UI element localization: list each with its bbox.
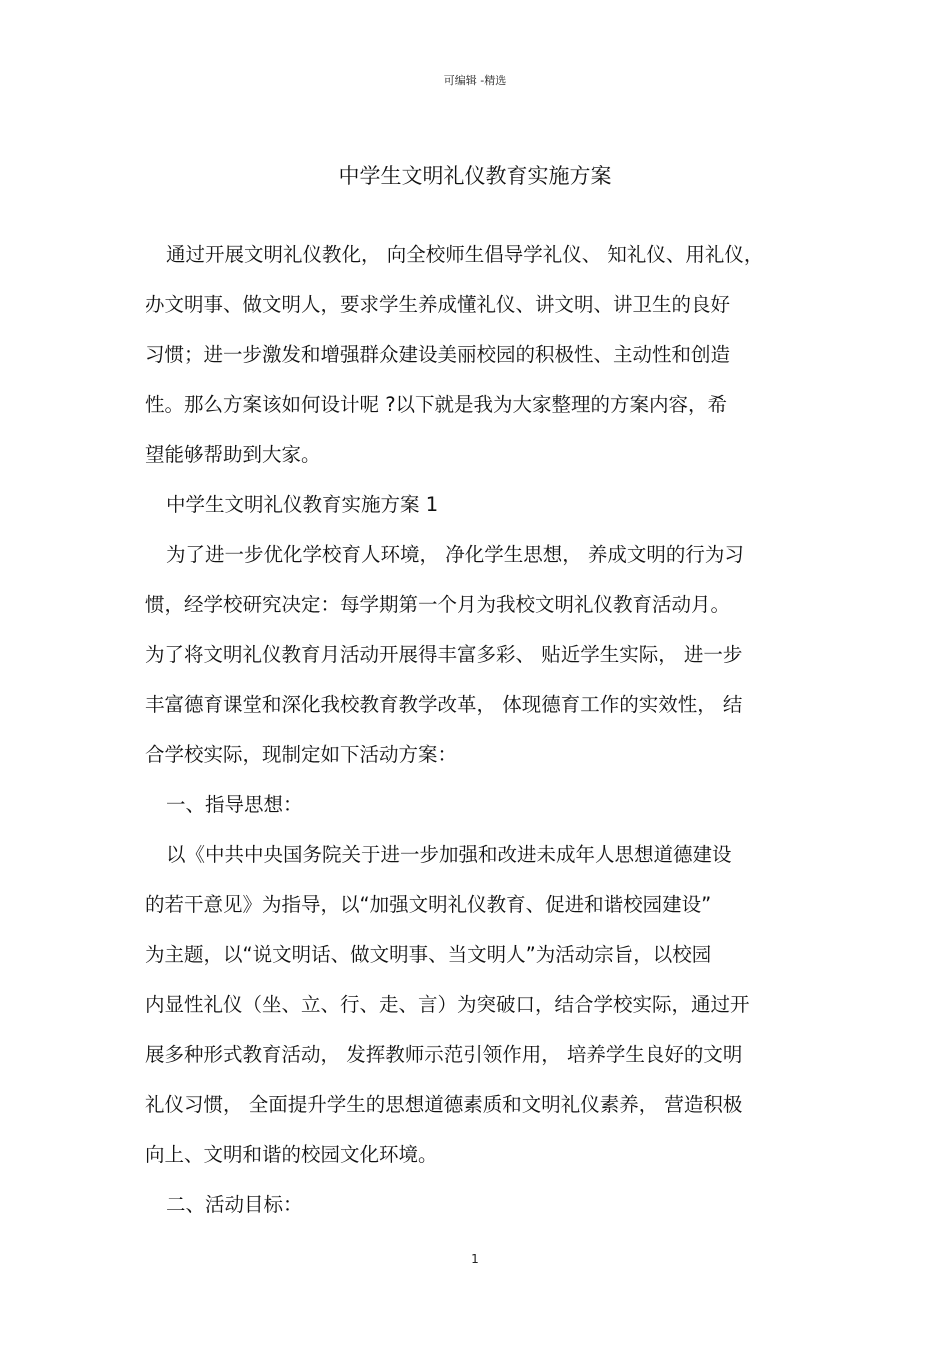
paragraph-line: 为主题，以“说文明话、做文明事、当文明人”为活动宗旨，以校园	[145, 943, 712, 966]
paragraph-line: 为了进一步优化学校育人环境， 净化学生思想， 养成文明的行为习	[166, 543, 744, 566]
paragraph-line: 性。那么方案该如何设计呢 ?以下就是我为大家整理的方案内容，希	[145, 393, 728, 416]
page-number: 1	[471, 1252, 479, 1266]
paragraph-line: 的若干意见》为指导，以“加强文明礼仪教育、促进和谐校园建设”	[145, 893, 712, 916]
paragraph-line: 展多种形式教育活动， 发挥教师示范引领作用， 培养学生良好的文明	[145, 1043, 743, 1066]
paragraph-line: 惯，经学校研究决定：每学期第一个月为我校文明礼仪教育活动月。	[145, 593, 731, 616]
section-heading: 二、活动目标：	[166, 1193, 303, 1216]
paragraph-line: 向上、文明和谐的校园文化环境。	[145, 1143, 438, 1166]
paragraph-line: 合学校实际，现制定如下活动方案：	[145, 743, 458, 766]
page-header: 可编辑 -精选	[443, 74, 507, 87]
section-heading: 中学生文明礼仪教育实施方案 1	[166, 493, 439, 516]
document-title: 中学生文明礼仪教育实施方案	[338, 164, 612, 188]
paragraph-line: 为了将文明礼仪教育月活动开展得丰富多彩、 贴近学生实际， 进一步	[145, 643, 743, 666]
paragraph-line: 内显性礼仪（坐、立、行、走、言）为突破口，结合学校实际，通过开	[145, 993, 750, 1016]
paragraph-line: 礼仪习惯， 全面提升学生的思想道德素质和文明礼仪素养， 营造积极	[145, 1093, 743, 1116]
paragraph-line: 丰富德育课堂和深化我校教育教学改革， 体现德育工作的实效性， 结	[145, 693, 743, 716]
section-heading: 一、指导思想：	[166, 793, 303, 816]
paragraph-line: 办文明事、做文明人，要求学生养成懂礼仪、讲文明、讲卫生的良好	[145, 293, 731, 316]
paragraph-line: 习惯；进一步激发和增强群众建设美丽校园的积极性、主动性和创造	[145, 343, 731, 366]
paragraph-line: 通过开展文明礼仪教化， 向全校师生倡导学礼仪、 知礼仪、用礼仪，	[166, 243, 764, 266]
paragraph-line: 望能够帮助到大家。	[145, 443, 321, 466]
paragraph-line: 以《中共中央国务院关于进一步加强和改进未成年人思想道德建设	[166, 843, 732, 866]
